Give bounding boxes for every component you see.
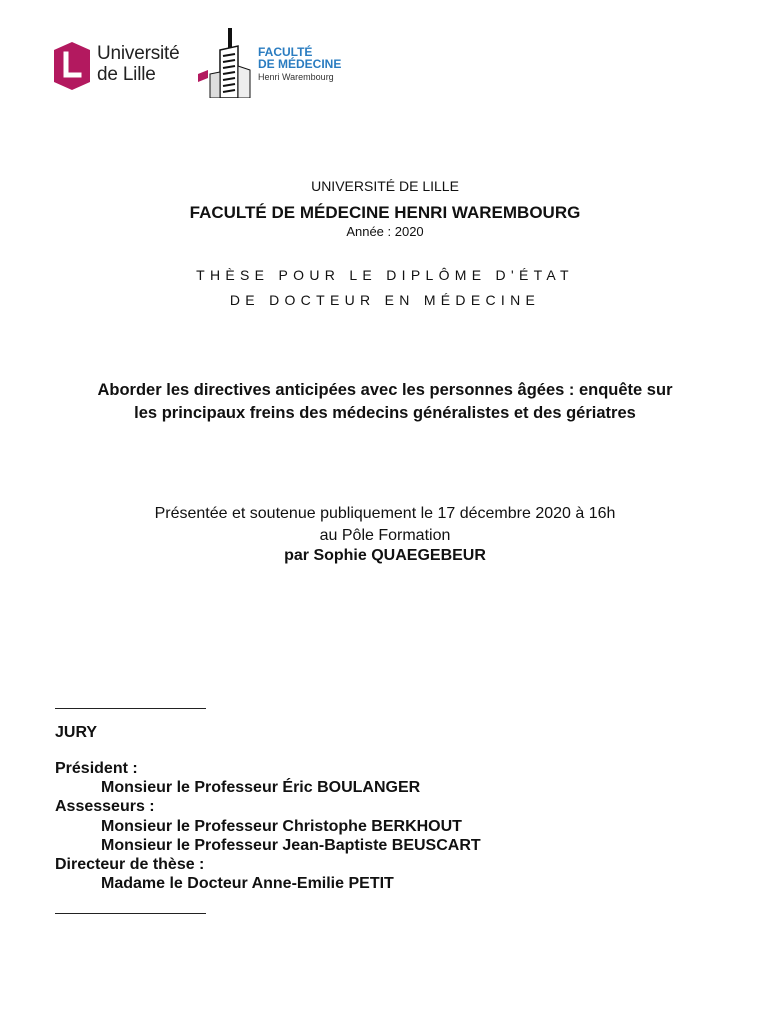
thesis-title bbox=[0, 379, 770, 425]
jury-top-divider bbox=[55, 708, 206, 709]
thesis-diploma-line-2: DE DOCTEUR EN MÉDECINE bbox=[229, 292, 541, 308]
academic-year: Année : 2020 bbox=[346, 224, 424, 239]
jury-heading: JURY bbox=[55, 724, 98, 741]
jury-member-director: Madame le Docteur Anne-Emilie PETIT bbox=[101, 875, 394, 893]
faculty-logo-line-3: Henri Warembourg bbox=[258, 72, 334, 82]
thesis-diploma-line-1: THÈSE POUR LE DIPLÔME D'ÉTAT bbox=[196, 267, 574, 283]
faculty-logo-line-2: DE MÉDECINE bbox=[258, 57, 342, 71]
assessors-label: Assesseurs : bbox=[55, 798, 155, 816]
universite-de-lille-wordmark bbox=[97, 43, 179, 85]
presentation-location: au Pôle Formation bbox=[319, 527, 451, 544]
universite-de-lille-logo-icon bbox=[52, 42, 92, 90]
jury-member-assessor: Monsieur le Professeur Christophe BERKHOUT bbox=[101, 817, 462, 835]
thesis-author: par Sophie QUAEGEBEUR bbox=[284, 547, 486, 564]
faculte-de-medecine-wordmark bbox=[258, 46, 341, 83]
president-label: Président : bbox=[55, 760, 138, 777]
university-logo-line-2: de Lille bbox=[97, 64, 156, 85]
faculty-name: FACULTÉ DE MÉDECINE HENRI WAREMBOURG bbox=[189, 203, 581, 222]
thesis-title-line-1: Aborder les directives anticipées avec les personnes âgées : enquête sur bbox=[97, 381, 673, 399]
jury-bottom-divider bbox=[55, 913, 206, 914]
presentation-info bbox=[0, 503, 770, 547]
faculty-logo-line-1: FACULTÉ bbox=[258, 45, 313, 59]
director-label: Directeur de thèse : bbox=[55, 856, 205, 874]
university-logo-line-1: Université bbox=[97, 43, 180, 64]
jury-list bbox=[55, 759, 481, 893]
jury-member-president: Monsieur le Professeur Éric BOULANGER bbox=[101, 779, 421, 797]
thesis-title-line-2: les principaux freins des médecins généralistes et des gériatres bbox=[134, 404, 636, 422]
jury-member-assessor: Monsieur le Professeur Jean-Baptiste BEUSCART bbox=[101, 836, 481, 854]
faculte-de-medecine-logo-icon bbox=[194, 26, 254, 98]
logo-banner bbox=[52, 26, 370, 98]
university-name: UNIVERSITÉ DE LILLE bbox=[311, 178, 459, 194]
presentation-date: Présentée et soutenue publiquement le 17 décembre 2020 à 16h bbox=[154, 505, 616, 522]
